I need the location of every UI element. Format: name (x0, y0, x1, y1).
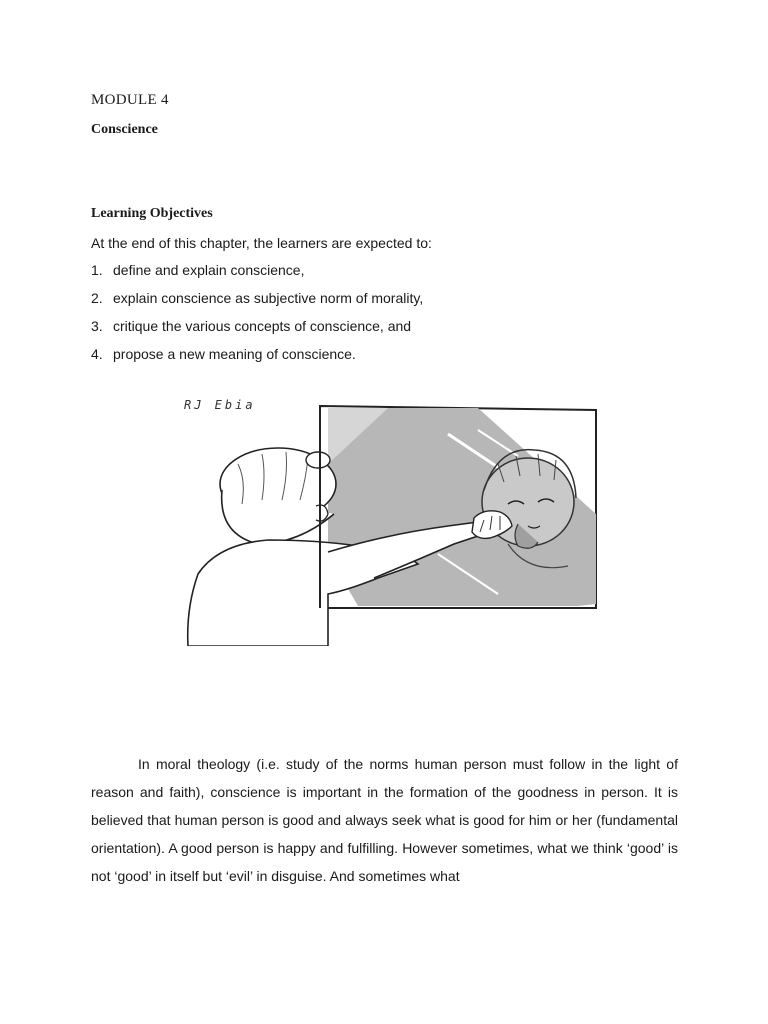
list-item (91, 262, 423, 290)
list-item (91, 290, 423, 318)
objectives-list (91, 262, 423, 374)
list-number: 1. (91, 262, 103, 278)
list-item (91, 346, 423, 374)
objectives-intro: At the end of this chapter, the learners are expected to: (91, 235, 432, 251)
mirror-illustration (178, 394, 598, 646)
list-number: 3. (91, 318, 103, 334)
list-text: critique the various concepts of conscience, and (113, 318, 412, 334)
list-number: 4. (91, 346, 103, 362)
artist-signature: RJ Ebia (184, 398, 256, 412)
list-text: explain conscience as subjective norm of morality, (113, 290, 424, 306)
list-text: define and explain conscience, (113, 262, 305, 278)
list-item (91, 318, 423, 346)
body-paragraph: In moral theology (i.e. study of the norms human person must follow in the light of reason and faith), conscience is important in the formation of the goodness in person. It is believed that human person is good and always seek what is good for him or her (fundamental orientation). A good person is happy and fulfilling. However sometimes, what we think ‘good’ is not ‘good’ in itself but ‘evil’ in disguise. And sometimes what (91, 756, 678, 884)
list-number: 2. (91, 290, 103, 306)
objectives-heading: Learning Objectives (91, 206, 213, 221)
module-subtitle: Conscience (91, 122, 158, 137)
module-title: MODULE 4 (91, 92, 169, 108)
list-text: propose a new meaning of conscience. (113, 346, 356, 362)
